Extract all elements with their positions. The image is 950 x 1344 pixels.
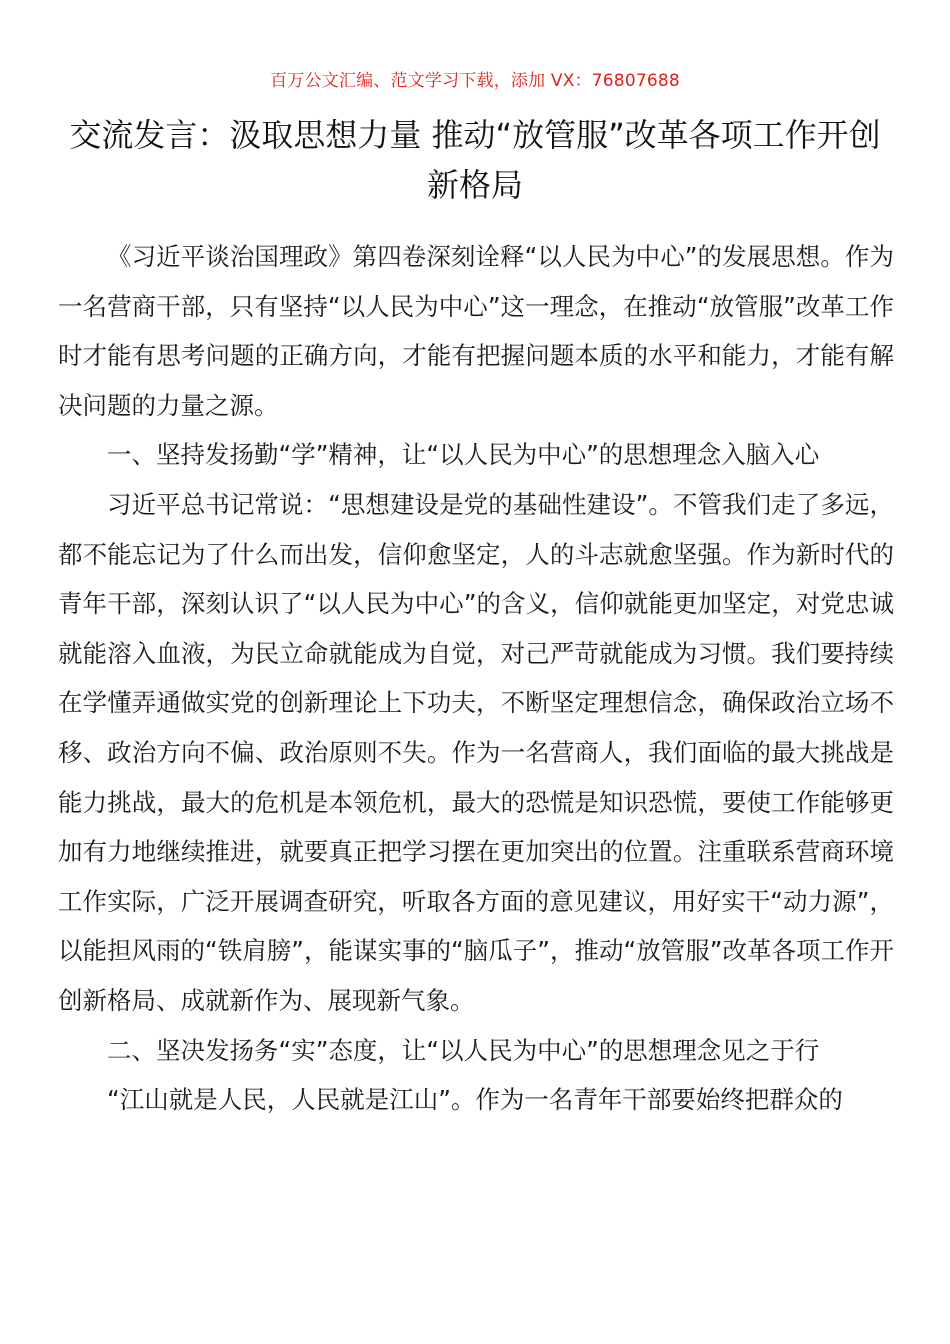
watermark-text: 百万公文汇编、范文学习下载，添加 VX：76807688 bbox=[270, 71, 680, 91]
document-title: 交流发言：汲取思想力量 推动“放管服”改革各项工作开创新格局 bbox=[69, 116, 881, 204]
section-heading-2: 二、坚决发扬务“实”态度，让“以人民为中心”的思想理念见之于行 bbox=[107, 1035, 820, 1065]
document-body bbox=[58, 232, 894, 1125]
paragraph-intro: 《习近平谈治国理政》第四卷深刻诠释“以人民为中心”的发展思想。作为一名营商干部，只有坚持“以人民为中心”这一理念，在推动“放管服”改革工作时才能有思考问题的正确方向，才能有把握问题本质的水平和能力，才能有解决问题的力量之源。 bbox=[58, 242, 894, 420]
paragraph-section-1: 习近平总书记常说：“思想建设是党的基础性建设”。不管我们走了多远，都不能忘记为了什么而出发，信仰愈坚定，人的斗志就愈坚强。作为新时代的青年干部，深刻认识了“以人民为中心”的含义，信仰就能更加坚定，对党忠诚就能溶入血液，为民立命就能成为自觉，对己严苛就能成为习惯。我们要持续在学懂弄通做实党的创新理论上下功夫，不断坚定理想信念，确保政治立场不移、政治方向不偏、政治原则不失。作为一名营商人，我们面临的最大挑战是能力挑战，最大的危机是本领危机，最大的恐慌是知识恐慌，要使工作能够更加有力地继续推进，就要真正把学习摆在更加突出的位置。注重联系营商环境工作实际，广泛开展调查研究，听取各方面的意见建议，用好实干“动力源”，以能担风雨的“铁肩膀”，能谋实事的“脑瓜子”，推动“放管服”改革各项工作开创新格局、成就新作为、展现新气象。 bbox=[58, 489, 894, 1015]
section-heading-1: 一、坚持发扬勤“学”精神，让“以人民为中心”的思想理念入脑入心 bbox=[107, 440, 820, 470]
paragraph-section-2: “江山就是人民，人民就是江山”。作为一名青年干部要始终把群众的 bbox=[107, 1085, 843, 1115]
